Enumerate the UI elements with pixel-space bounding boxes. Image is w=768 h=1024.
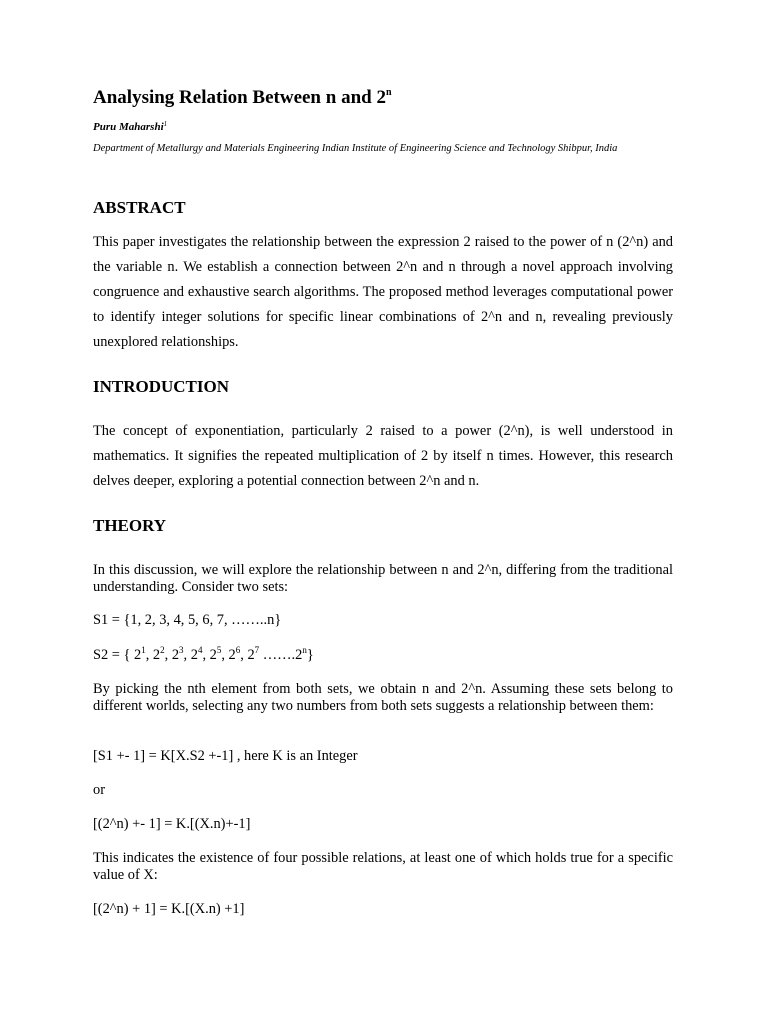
author-affiliation: Department of Metallurgy and Materials Engineering Indian Institute of Engineering Science and Technology Shibpur, India <box>93 143 618 154</box>
set-s2-separator: , <box>221 647 229 663</box>
theory-paragraph-2: By picking the nth element from both sets, we obtain n and 2^n. Assuming these sets belong to different worlds, selecting any two numbers from both sets suggests a relationship between them: <box>93 681 673 714</box>
set-s2-separator: , <box>240 647 248 663</box>
set-s2-term-exponent: 6 <box>235 645 241 655</box>
introduction-paragraph: The concept of exponentiation, particularly 2 raised to a power (2^n), is well understood in mathematics. It signifies the repeated multiplication of 2 by itself n times. However, this research delves deeper, exploring a potential connection between 2^n and n. <box>93 423 673 489</box>
set-s2-separator: , <box>145 647 153 663</box>
set-s2-separator: , <box>202 647 210 663</box>
theory-paragraph-3: This indicates the existence of four possible relations, at least one of which holds true for a specific value of X: <box>93 850 673 883</box>
abstract-heading: ABSTRACT <box>93 198 186 217</box>
abstract-paragraph: This paper investigates the relationship between the expression 2 raised to the power of n (2^n) and the variable n. We establish a connection between 2^n and n through a novel approach involving congruence and exhaustive search algorithms. The proposed method leverages computational power to identify integer solutions for specific linear combinations of 2^n and n, revealing previously unexplored relationships. <box>93 234 673 350</box>
set-s2-term-base: 2 <box>209 647 217 663</box>
title-text: Analysing Relation Between n and 2 <box>93 87 386 108</box>
equation-1: [S1 +- 1] = K[X.S2 +-1] , here K is an Integer <box>93 748 358 764</box>
author-affiliation-marker: 1 <box>163 120 168 128</box>
set-s2-term-exponent: 5 <box>216 645 222 655</box>
set-s2-separator: , <box>183 647 191 663</box>
set-s2-term-base: 2 <box>171 647 180 663</box>
set-s2-prefix: S2 = { <box>93 647 135 663</box>
set-s2-separator: , <box>164 647 172 663</box>
set-s2-term-exponent: 4 <box>197 645 203 655</box>
author-name <box>93 120 167 133</box>
equation-3: [(2^n) + 1] = K.[(X.n) +1] <box>93 901 245 917</box>
set-s2-term-exponent: n <box>302 645 307 655</box>
set-s2-term-exponent: 3 <box>179 645 184 655</box>
title-superscript: n <box>385 87 392 98</box>
equation-2: [(2^n) +- 1] = K.[(X.n)+-1] <box>93 816 251 832</box>
set-s2-term-exponent: 2 <box>160 645 165 655</box>
theory-paragraph-1: In this discussion, we will explore the relationship between n and 2^n, differing from the traditional understanding. Consider two sets: <box>93 562 673 595</box>
set-s2-term-base: 2 <box>247 647 255 663</box>
introduction-heading: INTRODUCTION <box>93 377 230 396</box>
set-s1: S1 = {1, 2, 3, 4, 5, 6, 7, ……..n} <box>93 612 282 628</box>
set-s2-term-base: 2 <box>228 647 236 663</box>
set-s2-term-exponent: 1 <box>141 645 146 655</box>
set-s2-term-base: 2 <box>152 647 161 663</box>
set-s2-term-exponent: 7 <box>254 645 260 655</box>
set-s2-term-base: 2 <box>295 647 303 663</box>
set-s2-separator: ……. <box>259 647 296 663</box>
set-s2-term-base: 2 <box>134 647 142 663</box>
theory-heading: THEORY <box>93 516 167 535</box>
paper-title <box>93 87 392 109</box>
set-s2 <box>93 645 314 664</box>
author-name-text: Puru Maharshi <box>93 121 164 133</box>
set-s2-term-base: 2 <box>190 647 198 663</box>
set-s2-separator: } <box>306 647 314 663</box>
or-text: or <box>93 782 105 798</box>
